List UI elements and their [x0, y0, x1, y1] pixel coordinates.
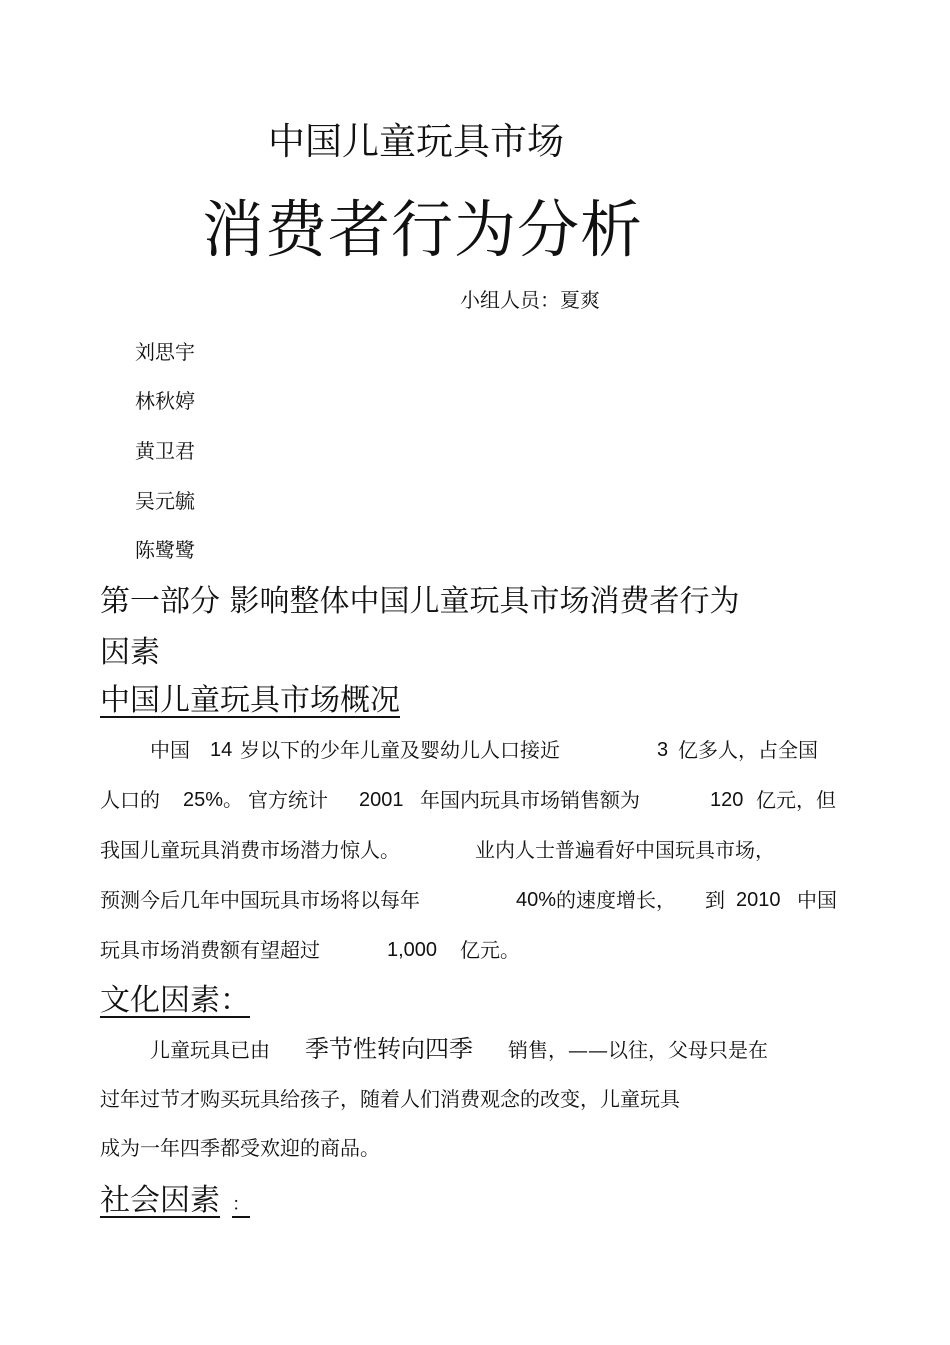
member-name: 林秋婷 — [135, 389, 195, 413]
paragraph-line: 业内人士普遍看好中国玩具市场， — [475, 838, 775, 862]
member-name: 吴元毓 — [135, 489, 195, 513]
title-line-1: 中国儿童玩具市场 — [268, 120, 564, 163]
paragraph-line: 玩具市场消费额有望超过 — [100, 938, 320, 962]
paragraph-line: 年国内玩具市场销售额为 — [420, 788, 640, 812]
member-name: 陈鹭鹭 — [135, 538, 195, 562]
paragraph-line: 中国 — [150, 738, 190, 762]
paragraph-line: 亿多人，占全国 — [678, 738, 818, 762]
title-line-2: 消费者行为分析 — [202, 193, 644, 266]
paragraph-line: 官方统计 — [248, 788, 328, 812]
section-heading-overview — [100, 683, 436, 718]
paragraph-number: 2010 — [736, 889, 781, 911]
paragraph-line: 预测今后几年中国玩具市场将以每年 — [100, 888, 420, 912]
section-heading-text: 中国儿童玩具市场概况 — [100, 683, 400, 718]
group-label: 小组人员：夏爽 — [460, 288, 600, 312]
section-heading-culture — [100, 983, 272, 1018]
section-heading-text: 文化因素： — [100, 983, 250, 1018]
part-heading-line-1: 第一部分 影响整体中国儿童玩具市场消费者行为 — [100, 584, 740, 619]
paragraph-line: 的速度增长， — [556, 888, 676, 912]
paragraph-line: 销售，——以往，父母只是在 — [508, 1038, 768, 1062]
part-heading-line-2: 因素 — [100, 635, 160, 670]
paragraph-number: 2001 — [359, 789, 404, 811]
paragraph-line: 我国儿童玩具消费市场潜力惊人。 — [100, 838, 400, 862]
paragraph-line: 人口的 — [100, 788, 160, 812]
member-name: 黄卫君 — [135, 439, 195, 463]
paragraph-line: 过年过节才购买玩具给孩子，随着人们消费观念的改变，儿童玩具 — [100, 1087, 680, 1111]
paragraph-number: 14 — [210, 739, 233, 761]
paragraph-line: 岁以下的少年儿童及婴幼儿人口接近 — [240, 738, 560, 762]
paragraph-number: 3 — [657, 739, 669, 761]
paragraph-number: 40% — [516, 889, 557, 911]
section-heading-society — [100, 1183, 264, 1218]
paragraph-line: 亿元。 — [460, 938, 520, 962]
paragraph-line: 亿元，但 — [756, 788, 836, 812]
paragraph-line: 到 — [705, 888, 725, 912]
paragraph-emphasis: 季节性转向四季 — [305, 1035, 473, 1063]
paragraph-line: 中国 — [797, 888, 837, 912]
section-heading-colon: ： — [232, 1194, 250, 1215]
paragraph-line: 儿童玩具已由 — [150, 1038, 270, 1062]
section-heading-text: 社会因素 — [100, 1183, 220, 1218]
paragraph-line: 成为一年四季都受欢迎的商品。 — [100, 1136, 380, 1160]
paragraph-number: 120 — [710, 789, 744, 811]
paragraph-number: 25%。 — [183, 789, 244, 811]
member-name: 刘思宇 — [135, 340, 195, 364]
paragraph-number: 1,000 — [387, 939, 438, 961]
